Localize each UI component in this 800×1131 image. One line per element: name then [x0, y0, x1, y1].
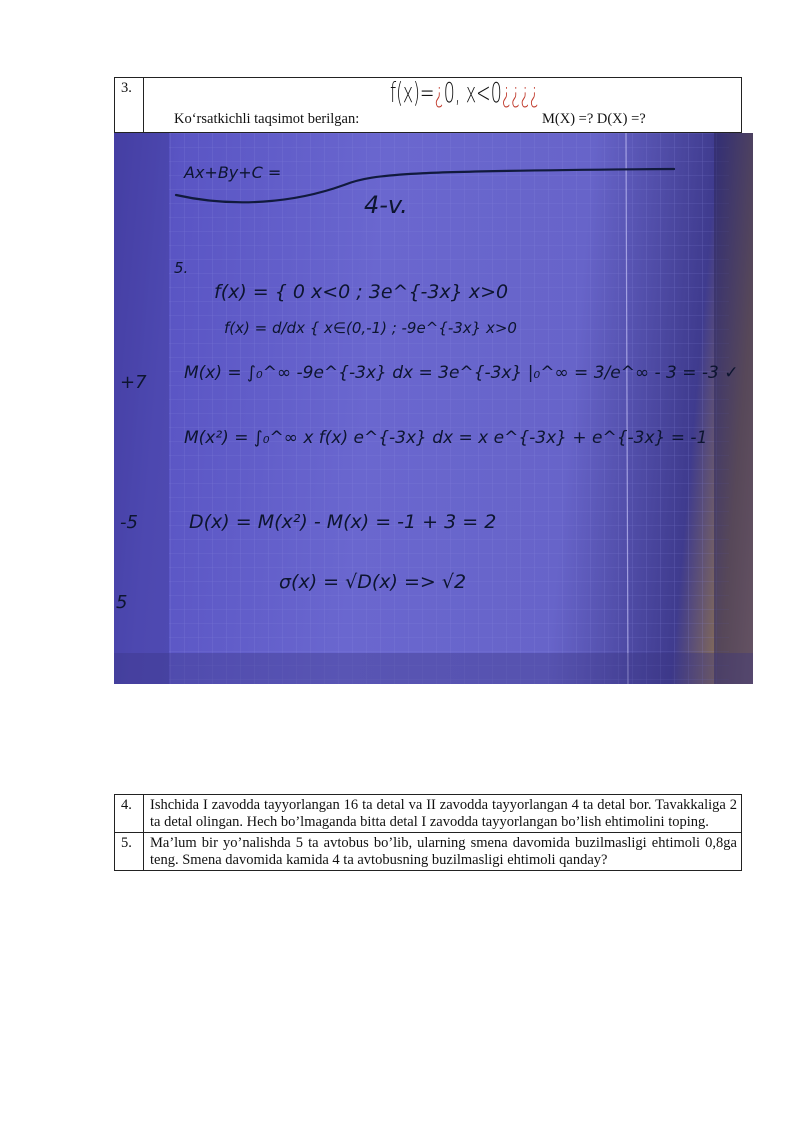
note-mx: M(x) = ∫₀^∞ -9e^{-3x} dx = 3e^{-3x} |₀^∞ = 3/e^∞ - 3 = -3 ✓ [184, 363, 739, 383]
density-formula: f(x)=¿0, x<0¿¿¿¿ [390, 76, 539, 109]
note-title: 4-v. [364, 191, 408, 219]
question-row [115, 833, 742, 871]
margin-mark: -5 [120, 512, 138, 533]
notebook-photo [114, 133, 753, 684]
question-text: Ma’lum bir yo’nalishda 5 ta avtobus bo’lib, ularning smena davomida buzilmasligi ehtimoli 0,8ga teng. Smena davomida kamida 4 ta avtobusning buzilmasligi ehtimoli qanday? [144, 833, 742, 871]
question-number: 5. [115, 833, 144, 871]
margin-mark: +7 [120, 372, 147, 393]
questions-4-5-table [114, 794, 742, 871]
note-item: 5. [174, 259, 189, 277]
question-text: Ishchida I zavodda tayyorlangan 16 ta detal va II zavodda tayyorlangan 4 ta detal bor. Tavakkaliga 2 ta detal olingan. Hech bo’lmaganda bitta detal I zavodda tayyorlangan bo’lish ehtimolini toping. [144, 795, 742, 833]
margin-mark: 5 [116, 592, 128, 613]
question-3-table [114, 77, 742, 133]
question-number: 3. [115, 78, 144, 133]
question-row [115, 795, 742, 833]
question-3-label: Ko‘rsatkichli taqsimot berilgan: [174, 111, 360, 127]
question-3-cell [144, 78, 742, 133]
note-fx: f(x) = { 0 x<0 ; 3e^{-3x} x>0 [214, 281, 509, 303]
note-line1: Ax+By+C = [184, 163, 282, 182]
note-sigma: σ(x) = √D(x) => √2 [279, 571, 467, 593]
note-dx: D(x) = M(x²) - M(x) = -1 + 3 = 2 [189, 511, 497, 533]
question-number: 4. [115, 795, 144, 833]
note-mx2: M(x²) = ∫₀^∞ x f(x) e^{-3x} dx = x e^{-3x} + e^{-3x} = -1 [184, 428, 708, 448]
note-derivative: f(x) = d/dx { x∈(0,-1) ; -9e^{-3x} x>0 [224, 319, 517, 337]
question-3-ask: M(X) =? D(X) =? [542, 111, 646, 127]
